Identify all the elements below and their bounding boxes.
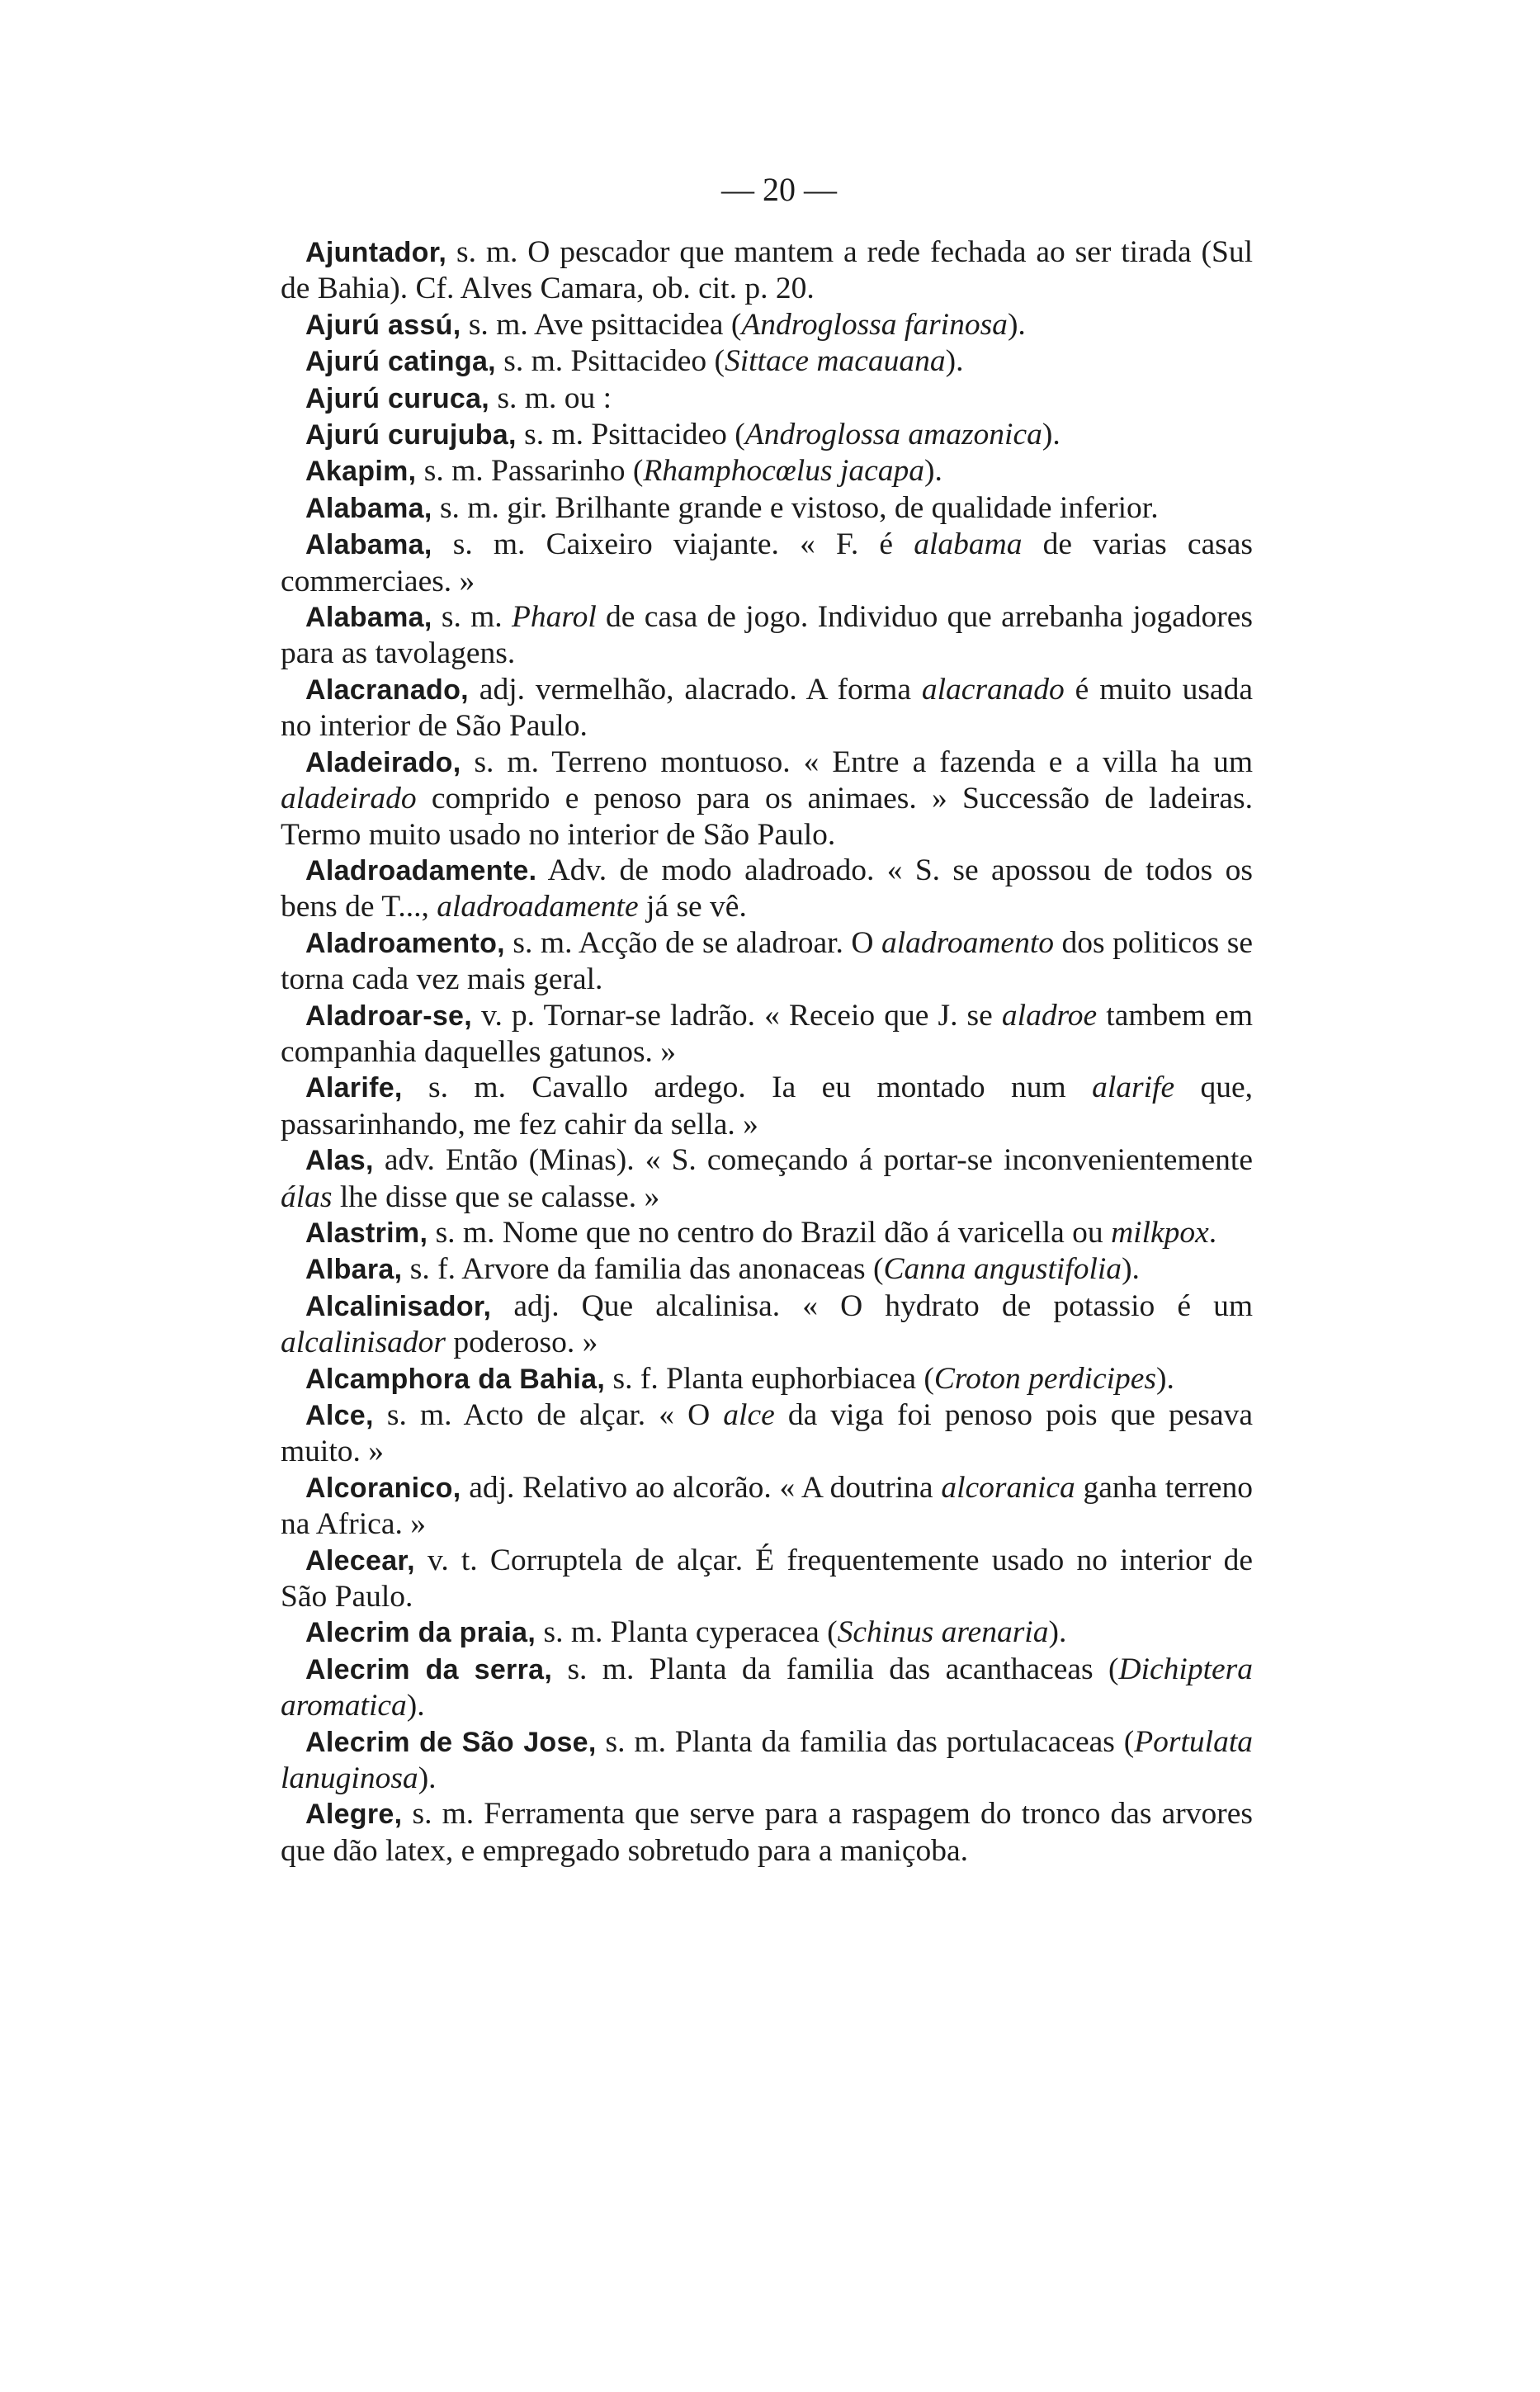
entry-italic-term: Croton perdicipes: [933, 1361, 1156, 1396]
dictionary-entry: [281, 1543, 1253, 1615]
entry-italic-term: alacranado: [921, 672, 1065, 707]
dictionary-entry: [281, 1361, 1253, 1397]
dictionary-entry: [281, 490, 1253, 527]
entry-text: s. m. O pescador que mantem a rede fechada ao ser tirada (Sul de Bahia). Cf. Alves Camara, ob. cit. p. 20.: [281, 235, 1253, 306]
entry-text: s. m. Passarinho (: [416, 454, 644, 489]
dictionary-page: [281, 165, 1253, 1869]
entry-italic-term: aladeirado: [281, 782, 417, 816]
entry-text: s. m. Planta da familia das acanthaceas (: [552, 1652, 1119, 1686]
dictionary-entry: [281, 1614, 1253, 1651]
entry-headword: Alecear,: [305, 1544, 415, 1577]
entry-italic-term: alabama: [914, 527, 1023, 562]
entry-headword: Ajurú assú,: [305, 309, 461, 341]
entry-text: que, passarinhando, me fez cahir da sella. »: [281, 1071, 1253, 1142]
entry-headword: Aladroamento,: [305, 927, 505, 959]
entry-headword: Aladroadamente.: [305, 854, 537, 886]
entry-text: comprido e penoso para os animaes. » Successão de ladeiras. Termo muito usado no interior de São Paulo.: [281, 782, 1253, 852]
entry-headword: Alcalinisador,: [305, 1290, 492, 1322]
entry-italic-term: Pharol: [511, 600, 597, 635]
entry-text: ).: [1156, 1361, 1174, 1396]
entry-text: ).: [924, 454, 942, 489]
entry-text: v. p. Tornar-se ladrão. « Receio que J. se: [472, 998, 1002, 1033]
entry-text: de varias casas commerciaes. »: [281, 527, 1253, 598]
dictionary-entry: [281, 1215, 1253, 1251]
entry-italic-term: Androglossa amazonica: [744, 418, 1042, 452]
entry-text: adj. vermelhão, alacrado. A forma: [468, 672, 922, 707]
dictionary-entry: [281, 745, 1253, 853]
dictionary-entry: [281, 343, 1253, 380]
entry-headword: Alcamphora da Bahia,: [305, 1363, 606, 1395]
entry-italic-term: Dichiptera aromatica: [281, 1652, 1253, 1723]
entry-italic-term: Canna angustifolia: [883, 1252, 1122, 1287]
dictionary-entry: [281, 998, 1253, 1071]
dictionary-entry: [281, 1142, 1253, 1215]
entry-headword: Alastrim,: [305, 1217, 428, 1249]
entry-headword: Alacranado,: [305, 674, 469, 706]
entry-text: s. m. Caixeiro viajante. « F. é: [432, 527, 914, 562]
entry-italic-term: aladroe: [1001, 998, 1098, 1033]
dictionary-entry: [281, 1724, 1253, 1797]
entry-text: s. f. Arvore da familia das anonaceas (: [402, 1252, 884, 1287]
entry-text: ).: [406, 1689, 425, 1723]
entry-text: s. m.: [432, 600, 512, 635]
dictionary-entry: [281, 1397, 1253, 1470]
entry-text: s. m. Psittacideo (: [495, 344, 725, 379]
dictionary-entry: [281, 853, 1253, 925]
dictionary-entry: [281, 417, 1253, 453]
dictionary-entry: [281, 925, 1253, 998]
entry-text: da viga foi penoso pois que pesava muito. »: [281, 1398, 1253, 1469]
dictionary-entry: [281, 381, 1253, 417]
entry-text: adv. Então (Minas). « S. começando á portar-se inconvenientemente: [373, 1143, 1253, 1178]
dictionary-entry: [281, 1288, 1253, 1361]
entry-text: adj. Relativo ao alcorão. « A doutrina: [461, 1470, 942, 1505]
entry-headword: Ajurú curujuba,: [305, 419, 517, 451]
entry-text: ).: [1122, 1252, 1140, 1287]
entry-headword: Aladroar-se,: [305, 1000, 473, 1032]
entry-headword: Alcoranico,: [305, 1472, 461, 1504]
dictionary-entry: [281, 527, 1253, 599]
dictionary-entry: [281, 672, 1253, 745]
entry-text: de casa de jogo. Individuo que arrebanha jogadores para as tavolagens.: [281, 600, 1253, 671]
entry-headword: Ajurú catinga,: [305, 346, 496, 378]
entry-text: s. m. Ave psittacidea (: [461, 307, 742, 342]
entry-text: s. m. ou :: [489, 381, 612, 415]
entry-italic-term: aladroadamente: [437, 890, 639, 924]
entry-text: .: [1208, 1215, 1217, 1250]
entry-headword: Alecrim da praia,: [305, 1617, 536, 1649]
entry-text: tambem em companhia daquelles gatunos. »: [281, 998, 1253, 1069]
entry-italic-term: Rhamphocœlus jacapa: [643, 454, 924, 489]
entry-text: s. m. Psittacideo (: [516, 418, 745, 452]
entry-text: ).: [1007, 307, 1026, 342]
entry-italic-term: Sittace macauana: [724, 344, 946, 379]
page-number: — 20 —: [721, 171, 837, 208]
entry-text: s. f. Planta euphorbiacea (: [605, 1361, 934, 1396]
dictionary-entry: [281, 1796, 1253, 1869]
dictionary-entry: [281, 307, 1253, 343]
entry-text: Adv. de modo aladroado. « S. se apossou de todos os bens de T...,: [281, 853, 1253, 924]
entry-text: ganha terreno na Africa. »: [281, 1470, 1253, 1542]
entry-headword: Alecrim da serra,: [305, 1653, 553, 1685]
entry-headword: Alce,: [305, 1400, 374, 1431]
dictionary-entry: [281, 1470, 1253, 1543]
entry-headword: Alegre,: [305, 1799, 403, 1831]
entry-italic-term: alcoranica: [941, 1470, 1075, 1505]
entry-text: v. t. Corruptela de alçar. É frequentemente usado no interior de São Paulo.: [281, 1543, 1253, 1614]
entry-text: s. m. Nome que no centro do Brazil dão á varicella ou: [428, 1215, 1112, 1250]
dictionary-entry: [281, 599, 1253, 672]
entry-text: s. m. Terreno montuoso. « Entre a fazenda e a villa ha um: [461, 745, 1253, 779]
entry-text: é muito usada no interior de São Paulo.: [281, 672, 1253, 744]
entry-text: s. m. Cavallo ardego. Ia eu montado num: [402, 1071, 1093, 1105]
entry-italic-term: álas: [281, 1179, 333, 1214]
entry-italic-term: aladroamento: [881, 925, 1054, 960]
dictionary-entry: [281, 453, 1253, 489]
dictionary-entry: [281, 1070, 1253, 1142]
entry-headword: Alecrim de São Jose,: [305, 1726, 597, 1758]
entry-text: s. m. Acção de se aladroar. O: [504, 925, 881, 960]
entry-text: s. m. Planta cyperacea (: [536, 1615, 838, 1650]
entry-headword: Albara,: [305, 1254, 403, 1286]
entry-text: dos politicos se torna cada vez mais geral.: [281, 925, 1253, 997]
entry-headword: Alabama,: [305, 492, 432, 524]
entry-text: ).: [945, 344, 964, 379]
entry-text: lhe disse que se calasse. »: [332, 1179, 660, 1214]
entry-headword: Alabama,: [305, 602, 432, 634]
entry-headword: Ajuntador,: [305, 237, 447, 268]
entry-headword: Alabama,: [305, 529, 432, 561]
entry-text: ).: [418, 1761, 437, 1796]
dictionary-entry: [281, 234, 1253, 307]
entry-headword: Akapim,: [305, 456, 417, 488]
entry-text: ).: [1048, 1615, 1067, 1650]
entry-italic-term: Androglossa farinosa: [741, 307, 1008, 342]
entry-text: poderoso. »: [446, 1326, 598, 1360]
entry-text: adj. Que alcalinisa. « O hydrato de potassio é um: [491, 1288, 1253, 1323]
entry-text: ).: [1042, 418, 1061, 452]
entry-italic-term: alcalinisador: [281, 1326, 446, 1360]
entry-text: s. m. Acto de alçar. « O: [373, 1398, 724, 1432]
entry-italic-term: milkpox: [1111, 1215, 1209, 1250]
entry-headword: Aladeirado,: [305, 746, 461, 778]
dictionary-entry: [281, 1251, 1253, 1288]
entry-italic-term: alce: [723, 1398, 775, 1432]
entry-list: [281, 234, 1253, 1869]
entry-text: s. m. Planta da familia das portulacaceas (: [596, 1724, 1135, 1759]
dictionary-entry: [281, 1652, 1253, 1724]
entry-text: já se vê.: [638, 890, 747, 924]
entry-italic-term: alarife: [1092, 1071, 1175, 1105]
entry-headword: Alarife,: [305, 1072, 403, 1104]
entry-text: s. m. Ferramenta que serve para a raspagem do tronco das arvores que dão latex, e empregado sobretudo para a maniçoba.: [281, 1797, 1253, 1868]
entry-headword: Alas,: [305, 1145, 374, 1177]
entry-italic-term: Portulata lanuginosa: [281, 1724, 1253, 1796]
entry-headword: Ajurú curuca,: [305, 382, 490, 414]
entry-text: s. m. gir. Brilhante grande e vistoso, de qualidade inferior.: [432, 490, 1159, 525]
entry-italic-term: Schinus arenaria: [837, 1615, 1049, 1650]
